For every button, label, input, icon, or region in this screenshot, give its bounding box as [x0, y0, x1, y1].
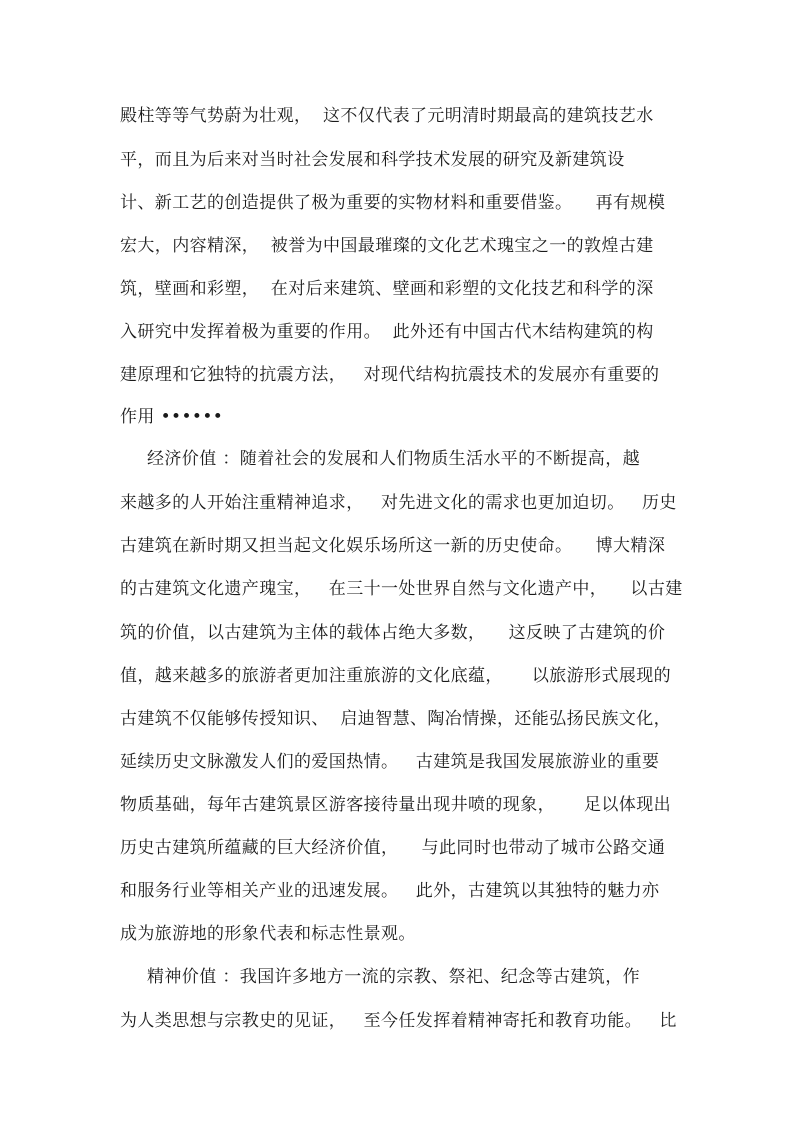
paragraph-first-line: 经济价值 ：随着社会的发展和人们物质生活水平的不断提高，越 [147, 449, 641, 469]
paragraph-line: 建原理和它独特的抗震方法， 对现代结构抗震技术的发展亦有重要的 [120, 365, 660, 385]
paragraph-line: 历史古建筑所蕴藏的巨大经济价值， 与此同时也带动了城市公路交通 [120, 838, 666, 858]
paragraph-line: 殿柱等等气势蔚为壮观， 这不仅代表了元明清时期最高的建筑技艺水 [120, 106, 654, 126]
paragraph-line: 作用 •••••• [120, 407, 224, 427]
paragraph-line: 筑的价值，以古建筑为主体的载体占绝大多数， 这反映了古建筑的价 [120, 623, 666, 643]
paragraph-line: 宏大，内容精深， 被誉为中国最璀璨的文化艺术瑰宝之一的敦煌古建 [120, 236, 654, 256]
paragraph-line: 平，而且为后来对当时社会发展和科学技术发展的研究及新建筑设 [120, 150, 625, 170]
paragraph-line: 古建筑不仅能够传授知识、 启迪智慧、陶冶情操，还能弘扬民族文化， [120, 709, 672, 729]
paragraph-line: 成为旅游地的形象代表和标志性景观。 [120, 924, 416, 944]
paragraph-line: 的古建筑文化遗产瑰宝， 在三十一处世界自然与文化遗产中， 以古建 [120, 579, 683, 599]
paragraph-line: 为人类思想与宗教史的见证， 至今任发挥着精神寄托和教育功能。 比 [120, 1011, 677, 1031]
paragraph-first-line: 精神价值 ：我国许多地方一流的宗教、祭祀、纪念等古建筑，作 [147, 967, 641, 987]
paragraph-line: 筑，壁画和彩塑， 在对后来建筑、壁画和彩塑的文化技艺和科学的深 [120, 279, 654, 299]
paragraph-line: 值，越来越多的旅游者更加注重旅游的文化底蕴， 以旅游形式展现的 [120, 666, 672, 686]
paragraph-line: 延续历史文脉激发人们的爱国热情。 古建筑是我国发展旅游业的重要 [120, 752, 660, 772]
paragraph-line: 和服务行业等相关产业的迅速发展。 此外，古建筑以其独特的魅力亦 [120, 881, 660, 901]
paragraph-line: 古建筑在新时期又担当起文化娱乐场所这一新的历史使命。 博大精深 [120, 536, 666, 556]
paragraph-line: 入研究中发挥着极为重要的作用。 此外还有中国古代木结构建筑的构 [120, 322, 654, 342]
paragraph-line: 计、新工艺的创造提供了极为重要的实物材料和重要借鉴。 再有规模 [120, 193, 666, 213]
paragraph-line: 物质基础，每年古建筑景区游客接待量出现井喷的现象， 足以体现出 [120, 795, 672, 815]
paragraph-line: 来越多的人开始注重精神追求， 对先进文化的需求也更加迫切。 历史 [120, 493, 677, 513]
